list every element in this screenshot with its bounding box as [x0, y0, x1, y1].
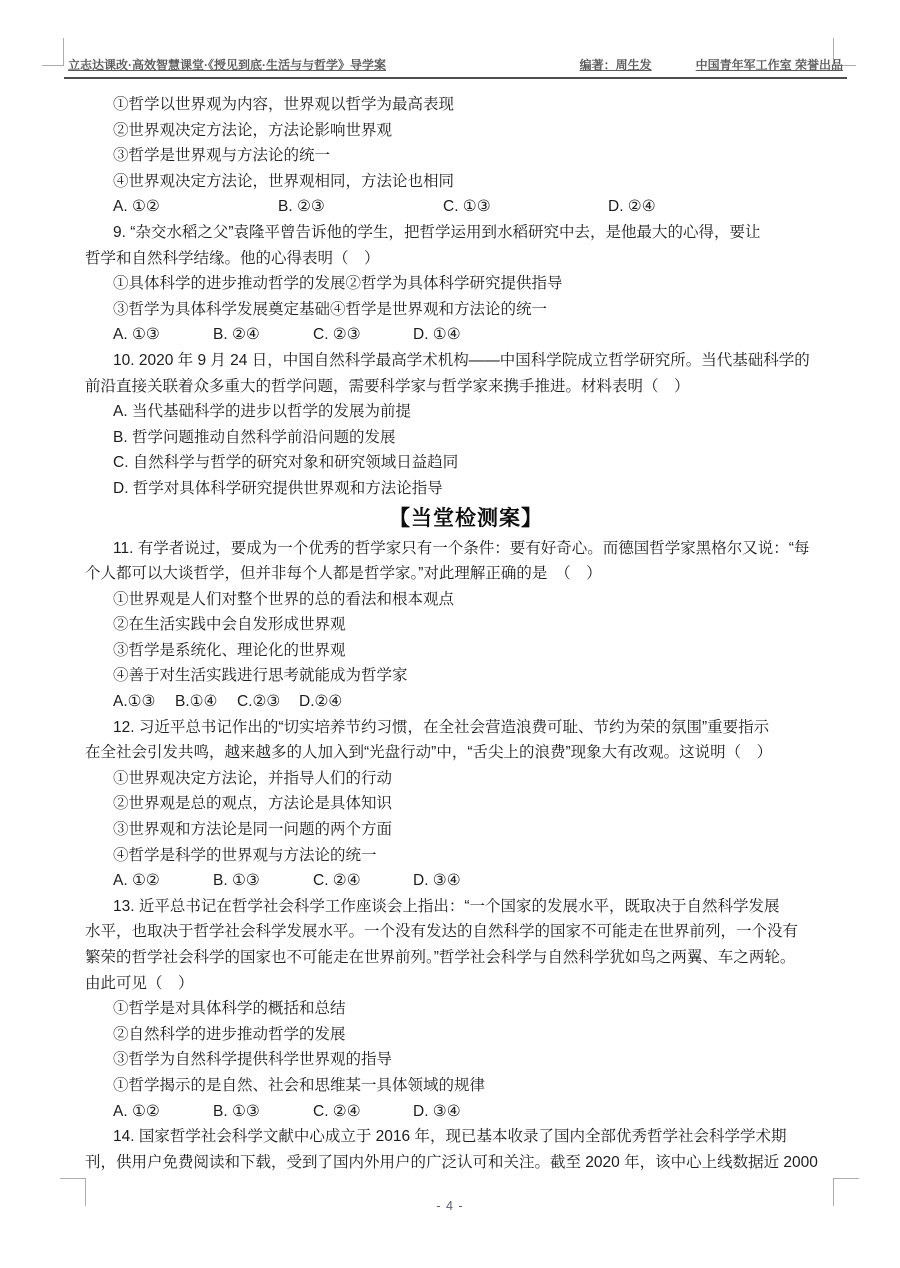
options-row: [85, 1099, 847, 1125]
option-cell: D.②④: [299, 693, 343, 711]
option-cell: C.②③: [237, 693, 281, 711]
text-line: B. 哲学问题推动自然科学前沿问题的发展: [113, 428, 396, 446]
text-line: ④善于对生活实践进行思考就能成为哲学家: [113, 667, 408, 685]
header-series-title: 立志达课改·高效智慧课堂·《授见到底·生活与与哲学》导学案: [68, 58, 386, 72]
text-line: ①世界观决定方法论，并指导人们的行动: [113, 769, 393, 787]
page-footer: [0, 1199, 900, 1213]
text-line: ①哲学以世界观为内容，世界观以哲学为最高表现: [113, 96, 455, 113]
document-body: [85, 92, 847, 1175]
text-line: ②在生活实践中会自发形成世界观: [113, 616, 346, 634]
text-line: 在全社会引发共鸣，越来越多的人加入到“光盘行动”中，“舌尖上的浪费”现象大有改观。这说明（ ）: [85, 744, 773, 762]
text-line: 9. “杂交水稻之父”袁隆平曾告诉他的学生，把哲学运用到水稻研究中去，是他最大的心得，要让: [113, 223, 761, 241]
option-cell: C. ①③: [443, 198, 491, 216]
text-line: ②世界观是总的观点，方法论是具体知识: [113, 795, 393, 813]
text-line: ①哲学揭示的是自然、社会和思维某一具体领域的规律: [113, 1076, 486, 1094]
option-cell: A.①③: [113, 693, 156, 711]
page-header: [64, 56, 847, 79]
text-line: 10. 2020 年 9 月 24 日，中国自然科学最高学术机构——中国科学院成立哲学研究所。当代基础科学的: [113, 351, 810, 369]
text-line: ③哲学为自然科学提供科学世界观的指导: [113, 1051, 393, 1069]
crop-mark-top-left: [42, 38, 64, 66]
option-cell: A. ①②: [113, 198, 160, 216]
option-cell: A. ①③: [113, 326, 160, 344]
option-cell: A. ①②: [113, 1102, 160, 1120]
text-line: ③哲学是系统化、理论化的世界观: [113, 641, 346, 659]
option-cell: D. ②④: [608, 198, 656, 216]
text-line: ①世界观是人们对整个世界的总的看法和根本观点: [113, 590, 455, 608]
text-line: 哲学和自然科学结缘。他的心得表明（ ）: [85, 249, 380, 267]
option-cell: C. ②④: [313, 872, 361, 890]
options-row: [85, 868, 847, 894]
text-line: 14. 国家哲学社会科学文献中心成立于 2016 年，现已基本收录了国内全部优秀哲学社会科学学术期: [113, 1128, 787, 1146]
text-line: C. 自然科学与哲学的研究对象和研究领域日益趋同: [113, 454, 459, 472]
option-cell: B. ②④: [213, 326, 260, 344]
text-line: A. 当代基础科学的进步以哲学的发展为前提: [113, 403, 411, 421]
text-line: 前沿直接关联着众多重大的哲学问题，需要科学家与哲学家来携手推进。材料表明（ ）: [85, 377, 690, 395]
option-cell: D. ③④: [413, 872, 461, 890]
option-cell: A. ①②: [113, 872, 160, 890]
options-row: [85, 689, 847, 715]
option-cell: C. ②③: [313, 326, 361, 344]
options-row: [85, 194, 847, 220]
text-line: ①哲学是对具体科学的概括和总结: [113, 1000, 346, 1018]
text-line: ④世界观决定方法论，世界观相同，方法论也相同: [113, 172, 455, 190]
text-line: ③世界观和方法论是同一问题的两个方面: [113, 821, 393, 839]
text-line: 刊，供用户免费阅读和下载，受到了国内外用户的广泛认可和关注。截至 2020 年，该中心上线数据近 2000: [85, 1153, 818, 1171]
text-line: ④哲学是科学的世界观与方法论的统一: [113, 846, 377, 864]
option-cell: B. ②③: [278, 198, 325, 216]
text-line: D. 哲学对具体科学研究提供世界观和方法论指导: [113, 479, 443, 497]
option-cell: B.①④: [175, 693, 218, 711]
options-row: [85, 322, 847, 348]
text-line: 水平，也取决于哲学社会科学发展水平。一个没有发达的自然科学的国家不可能走在世界前列，一个没有: [85, 923, 799, 941]
text-line: ③哲学为具体科学发展奠定基础④哲学是世界观和方法论的统一: [113, 300, 548, 318]
text-line: ②世界观决定方法论，方法论影响世界观: [113, 121, 393, 139]
text-line: ③哲学是世界观与方法论的统一: [113, 147, 331, 165]
page-number: - 4 -: [436, 1199, 464, 1213]
text-line: 11. 有学者说过，要成为一个优秀的哲学家只有一个条件：要有好奇心。而德国哲学家黑格尔又说：“每: [113, 539, 810, 557]
text-line: 13. 近平总书记在哲学社会科学工作座谈会上指出：“一个国家的发展水平，既取决于自然科学发展: [113, 897, 780, 915]
text-line: 12. 习近平总书记作出的“切实培养节约习惯，在全社会营造浪费可耻、节约为荣的氛围”重要指示: [113, 718, 770, 736]
text-line: ②自然科学的进步推动哲学的发展: [113, 1025, 346, 1043]
option-cell: D. ①④: [413, 326, 461, 344]
option-cell: C. ②④: [313, 1102, 361, 1120]
text-line: ①具体科学的进步推动哲学的发展②哲学为具体科学研究提供指导: [113, 275, 563, 293]
text-line: 由此可见（ ）: [85, 974, 194, 992]
header-author: 编著：周生发: [579, 58, 652, 72]
option-cell: B. ①③: [213, 1102, 260, 1120]
section-heading: 【当堂检测案】: [389, 506, 543, 530]
header-studio: 中国青年军工作室 荣誉出品: [695, 58, 843, 72]
text-line: 个人都可以大谈哲学，但并非每个人都是哲学家。”对此理解正确的是 （ ）: [85, 565, 602, 583]
text-line: 繁荣的哲学社会科学的国家也不可能走在世界前列。”哲学社会科学与自然科学犹如鸟之两翼、车之两轮。: [85, 949, 796, 966]
option-cell: B. ①③: [213, 872, 260, 890]
option-cell: D. ③④: [413, 1102, 461, 1120]
